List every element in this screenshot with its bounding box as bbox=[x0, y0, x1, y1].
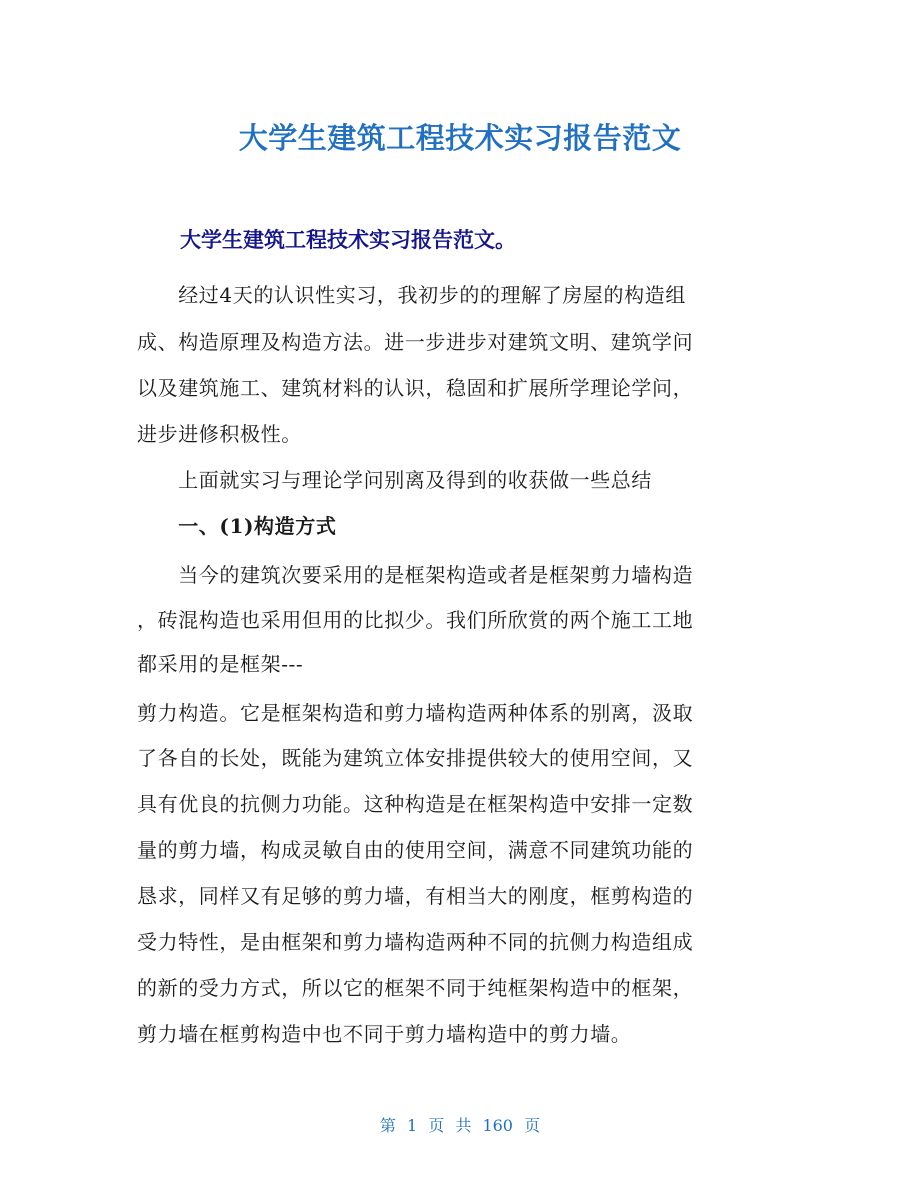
body-line: 成、构造原理及构造方法。进一步进步对建筑文明、建筑学问 bbox=[137, 330, 694, 354]
body-line: 的新的受力方式，所以它的框架不同于纯框架构造中的框架， bbox=[137, 976, 694, 1000]
page-footer: 第 1 页 共 160 页 bbox=[379, 1116, 541, 1135]
body-line: 当今的建筑次要采用的是框架构造或者是框架剪力墙构造 bbox=[137, 563, 694, 587]
body-line: 受力特性，是由框架和剪力墙构造两种不同的抗侧力构造组成 bbox=[137, 930, 694, 954]
body-line: 以及建筑施工、建筑材料的认识，稳固和扩展所学理论学问， bbox=[137, 376, 694, 400]
body-line: 上面就实习与理论学问别离及得到的收获做一些总结 bbox=[137, 468, 652, 492]
body-line: 进步进修积极性。 bbox=[137, 422, 302, 446]
document-subtitle: 大学生建筑工程技术实习报告范文。 bbox=[180, 228, 516, 252]
body-line: 经过4天的认识性实习，我初步的的理解了房屋的构造组 bbox=[137, 283, 686, 307]
body-line: 剪力构造。它是框架构造和剪力墙构造两种体系的别离，汲取 bbox=[137, 701, 694, 725]
body-line: 具有优良的抗侧力功能。这种构造是在框架构造中安排一定数 bbox=[137, 792, 694, 816]
body-line: 都采用的是框架--- bbox=[137, 652, 304, 676]
body-line: ，砖混构造也采用但用的比拟少。我们所欣赏的两个施工工地 bbox=[137, 608, 694, 632]
body-line: 量的剪力墙，构成灵敏自由的使用空间，满意不同建筑功能的 bbox=[137, 838, 694, 862]
body-line: 剪力墙在框剪构造中也不同于剪力墙构造中的剪力墙。 bbox=[137, 1022, 632, 1046]
section-heading: 一、(1)构造方式 bbox=[137, 514, 337, 538]
body-line: 了各自的长处，既能为建筑立体安排提供较大的使用空间，又 bbox=[137, 746, 694, 770]
body-line: 恳求，同样又有足够的剪力墙，有相当大的刚度，框剪构造的 bbox=[137, 884, 694, 908]
page-title: 大学生建筑工程技术实习报告范文 bbox=[238, 121, 682, 155]
